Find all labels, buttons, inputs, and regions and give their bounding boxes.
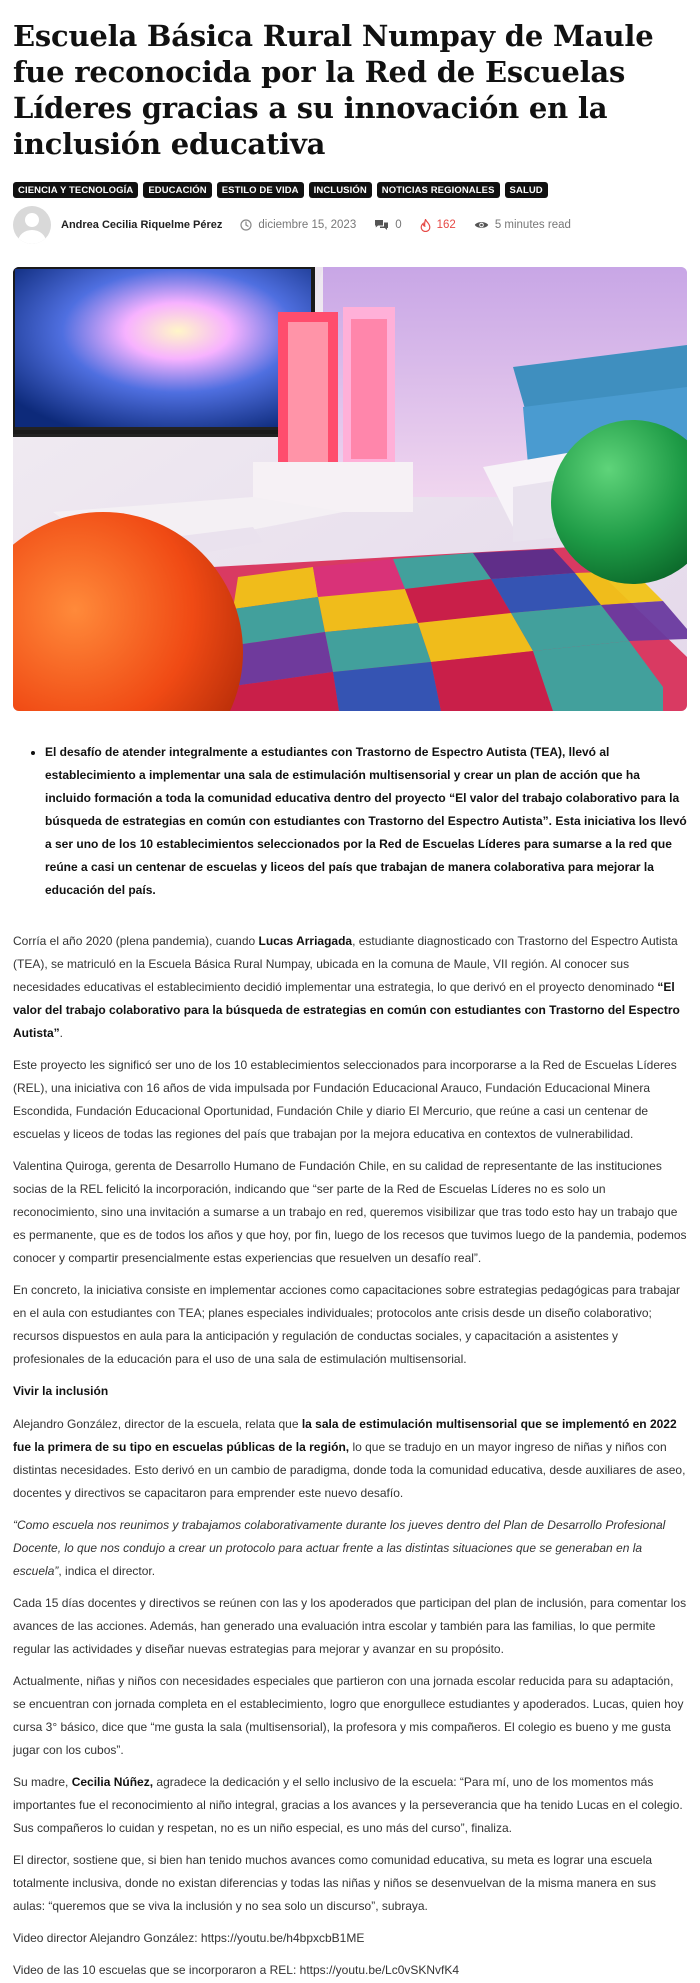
comments-icon [374, 219, 389, 231]
paragraph-6: “Como escuela nos reunimos y trabajamos colaborativamente durante los jueves dentro del Plan de Desarrollo Profesional Docente, lo que nos condujo a crear un protocolo para actuar frente a las distintas situaciones que se generaban en la escuela”, indica el director. [13, 1518, 666, 1578]
video-director: Video director Alejandro González: https://youtu.be/h4bpxcbB1ME [13, 1931, 365, 1945]
sensory-room-photo [13, 267, 687, 711]
fire-icon [420, 219, 431, 232]
article-body [13, 930, 687, 1982]
paragraph-10: El director, sostiene que, si bien han tenido muchos avances como comunidad educativa, su meta es lograr una escuela totalmente inclusiva, donde no existan diferencias y todas las niñas y niños se desenvuelvan de la misma manera en sus aulas: “queremos que se viva la inclusión y no sea solo un discurso”, subraya. [13, 1853, 657, 1913]
article-title: Escuela Básica Rural Numpay de Maule fue reconocida por la Red de Escuelas Líderes gracias a su innovación en la inclusión educativa [13, 19, 654, 161]
lead-bullet-item: • El desafío de atender integralmente a estudiantes con Trastorno de Espectro Autista (TEA), llevó al establecimiento a implementar una sala de estimulación multisensorial y crear un plan de acción que ha incluido formación a toda la comunidad educativa dentro del proyecto “El valor del trabajo colaborativo para la búsqueda de estrategias en común con estudiantes con Trastorno del Espectro Autista”. Esta iniciativa los llevó a ser uno de los 10 establecimientos seleccionados por la Red de Escuelas Líderes para sumarse a la red que reúne a casi un centenar de escuelas y liceos del país que trabajan de manera colaborativa para mejorar la educación del país. [45, 741, 687, 902]
eye-icon [474, 220, 489, 230]
featured-image [13, 267, 687, 711]
views-text: 162 [436, 219, 456, 231]
tag-estilo-de-vida[interactable]: ESTILO DE VIDA [217, 182, 304, 198]
views-count [420, 219, 456, 232]
video-director-link[interactable]: https://youtu.be/h4bpxcbB1ME [200, 1931, 365, 1945]
tag-noticias-regionales[interactable]: NOTICIAS REGIONALES [377, 182, 500, 198]
user-avatar-icon[interactable] [13, 206, 51, 244]
paragraph-9: Su madre, Cecilia Núñez, agradece la dedicación y el sello inclusivo de la escuela: “Para mí, uno de los momentos más importantes fue el reconocimiento al niño integral, gracias a los avances y la perseverancia que ha tenido Lucas en el colegio. Sus compañeros lo cuidan y respetan, no es un niño especial, es uno más del curso”, finaliza. [13, 1775, 683, 1835]
tag-inclusion[interactable]: INCLUSIÓN [309, 182, 372, 198]
tag-salud[interactable]: SALUD [505, 182, 548, 198]
lead-bullets [13, 741, 687, 902]
publish-date [240, 219, 356, 231]
video-schools: Video de las 10 escuelas que se incorporaron a REL: https://youtu.be/Lc0vSKNvfK4 [13, 1963, 460, 1977]
tag-ciencia-y-tecnologia[interactable]: CIENCIA Y TECNOLOGÍA [13, 182, 138, 198]
paragraph-4: En concreto, la iniciativa consiste en implementar acciones como capacitaciones sobre estrategias pedagógicas para trabajar en el aula con estudiantes con TEA; planes especiales individuales; protocolos ante crisis desde un diseño colaborativo; recursos dispuestos en aula para la anticipación y regulación de conductas sociales, y capacitación a asistentes y profesionales de la educación para el uso de una sala de estimulación multisensorial. [13, 1283, 681, 1366]
author-name[interactable]: Andrea Cecilia Riquelme Pérez [61, 219, 223, 231]
section-heading: Vivir la inclusión [13, 1384, 109, 1398]
paragraph-5: Alejandro González, director de la escuela, relata que la sala de estimulación multisensorial que se implementó en 2022 fue la primera de su tipo en escuelas públicas de la región, lo que se tradujo en un mayor ingreso de niñas y niños con distintas necesidades. Esto derivó en un cambio de paradigma, donde toda la comunidad educativa, desde auxiliares de aseo, docentes y directivos se capacitaron para emprender este nuevo desafío. [13, 1417, 686, 1500]
clock-icon [240, 219, 252, 231]
paragraph-3: Valentina Quiroga, gerenta de Desarrollo Humano de Fundación Chile, en su calidad de representante de las instituciones socias de la REL felicitó la incorporación, indicando que “ser parte de la Red de Escuelas Líderes no es solo un reconocimiento, sino una invitación a sumarse a un trabajo en red, queremos visibilizar que tras todo esto hay un trabajo que es permanente, que es de todos los años y que hoy, por fin, luego de los recesos que tuvimos luego de la pandemia, podemos conocer y compartir presencialmente estas experiencias que resuelven un desafío real”. [13, 1159, 687, 1265]
video-schools-link[interactable]: https://youtu.be/Lc0vSKNvfK4 [299, 1963, 460, 1977]
read-time-text: 5 minutes read [494, 219, 571, 231]
paragraph-1: Corría el año 2020 (plena pandemia), cuando Lucas Arriagada, estudiante diagnosticado con Trastorno del Espectro Autista (TEA), se matriculó en la Escuela Básica Rural Numpay, ubicada en la comuna de Maule, VII región. Al conocer sus necesidades educativas el establecimiento decidió implementar una estrategia, lo que derivó en el proyecto denominado “El valor del trabajo colaborativo para la búsqueda de estrategias en común con estudiantes con Trastorno del Espectro Autista”. [13, 934, 680, 1040]
tag-educacion[interactable]: EDUCACIÓN [143, 182, 211, 198]
paragraph-8: Actualmente, niñas y niños con necesidades especiales que partieron con una jornada escolar reducida para su adaptación, se encuentran con jornada completa en el establecimiento, logro que enorgullece estudiantes y apoderados. Lucas, quien hoy cursa 3° básico, dice que “me gusta la sala (multisensorial), la profesora y mis compañeros. El colegio es bueno y me gusta jugar con los cubos”. [13, 1674, 684, 1757]
comments-count[interactable] [374, 219, 401, 231]
read-time [474, 219, 571, 231]
paragraph-7: Cada 15 días docentes y directivos se reúnen con las y los apoderados que participan del plan de inclusión, para comentar los avances de las acciones. Además, han generado una evaluación intra escolar y también para las familias, lo que permite regular las actividades y diseñar nuevas estrategias para mejorar y avanzar en su propósito. [13, 1596, 687, 1656]
category-tags [13, 182, 687, 198]
paragraph-2: Este proyecto les significó ser uno de los 10 establecimientos seleccionados para incorporarse a la Red de Escuelas Líderes (REL), una iniciativa con 16 años de vida impulsada por Fundación Educacional Arauco, Fundación Educacional Minera Escondida, Fundación Educacional Oportunidad, Fundación Chile y diario El Mercurio, que reúne a casi un centenar de escuelas y liceos de todas las regiones del país que trabajan por la mejora educativa en contextos de vulnerabilidad. [13, 1058, 677, 1141]
comments-text: 0 [395, 219, 402, 231]
date-text: diciembre 15, 2023 [258, 219, 357, 231]
article-meta [13, 205, 687, 245]
